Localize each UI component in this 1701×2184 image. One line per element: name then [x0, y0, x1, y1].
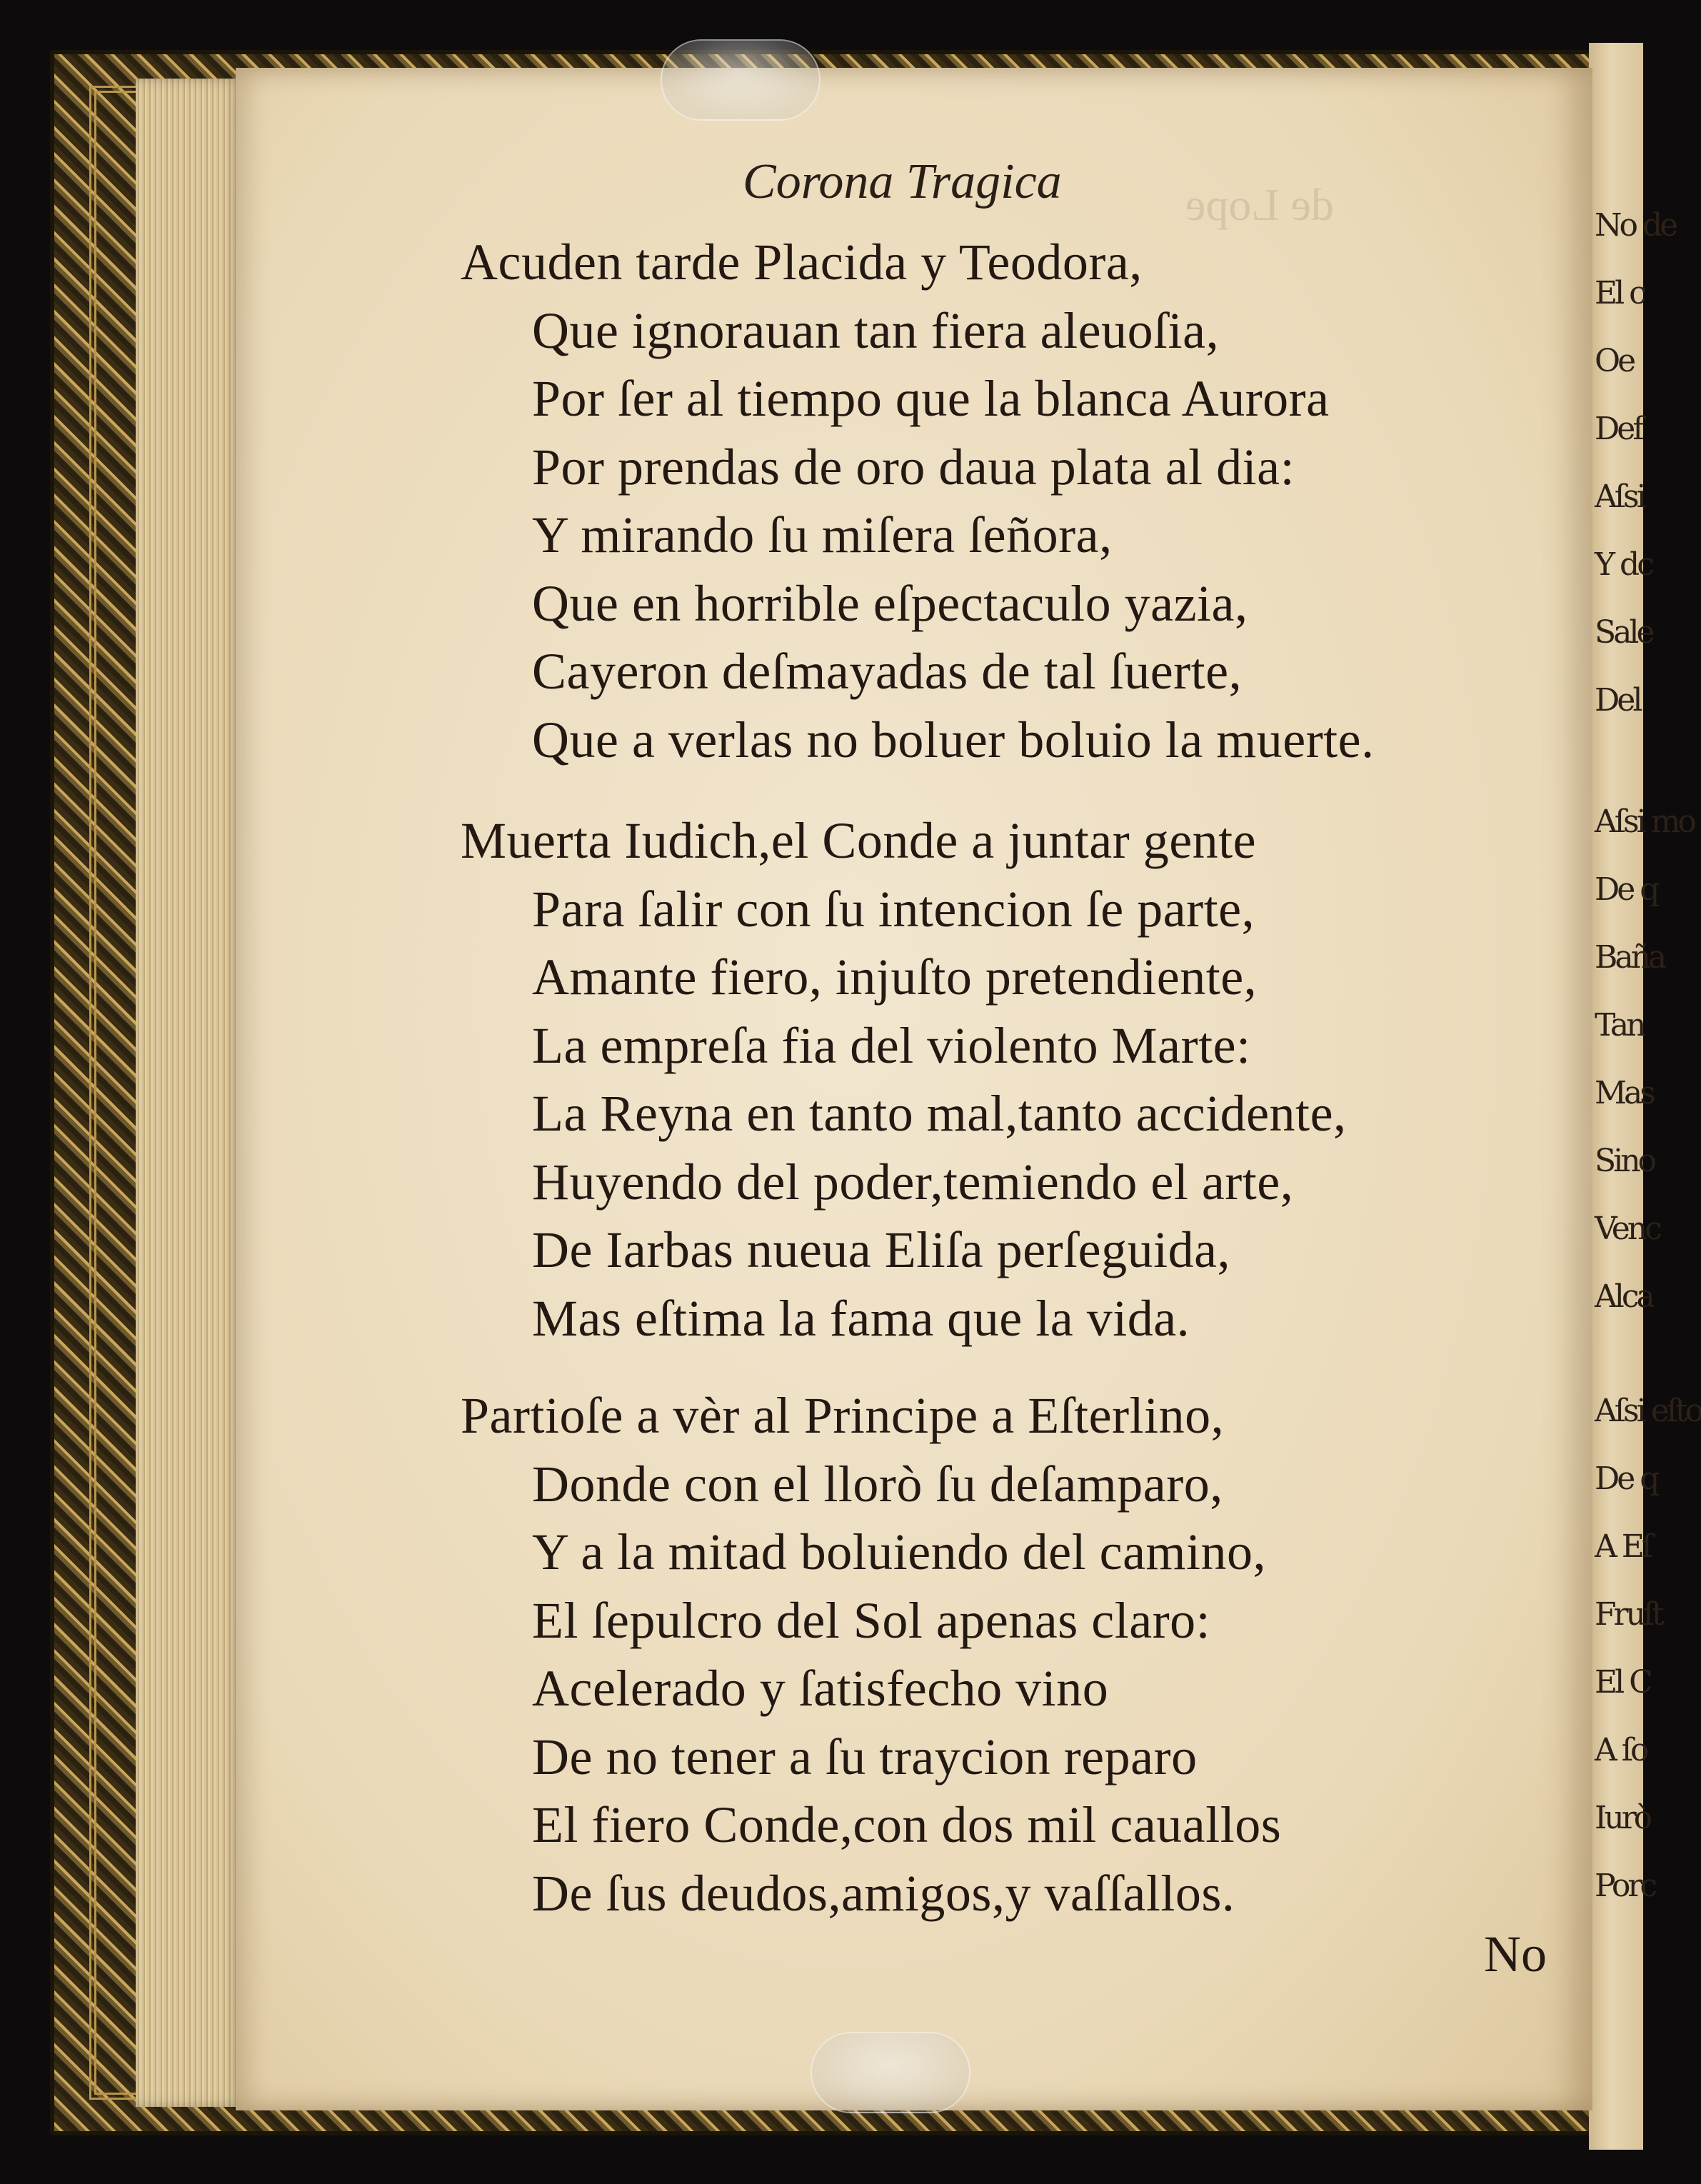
- facing-page-fragment: A Eſ: [1595, 1528, 1651, 1565]
- facing-page-fragment: De q: [1595, 871, 1657, 908]
- verse-line: El ſepulcro del Sol apenas claro:: [532, 1591, 1211, 1649]
- facing-page-fragment: Mas: [1595, 1075, 1653, 1111]
- facing-page-fragment: El c: [1595, 275, 1644, 311]
- facing-page-fragment: Iurò: [1595, 1800, 1650, 1836]
- verse-line: De Iarbas nueua Eliſa perſeguida,: [532, 1221, 1231, 1278]
- page-clip-bottom: [811, 2032, 970, 2113]
- facing-page-fragment: Sale: [1595, 614, 1652, 651]
- facing-page-fragment: Tan: [1595, 1007, 1644, 1043]
- stanza-1: [461, 229, 1532, 774]
- verse-line: De no tener a ſu traycion reparo: [532, 1728, 1198, 1785]
- page-clip-top: [661, 39, 821, 121]
- verse-line: La Reyna en tanto mal,tanto accidente,: [532, 1085, 1347, 1142]
- verse-line: Muerta Iudich,el Conde a juntar gente: [461, 812, 1257, 869]
- verse-line: Donde con el llorò ſu deſamparo,: [532, 1455, 1223, 1513]
- verse-line: Que en horrible eſpectaculo yazia,: [532, 574, 1248, 632]
- verse-line: Huyendo del poder,temiendo el arte,: [532, 1153, 1294, 1211]
- verse-line: Por prendas de oro daua plata al dia:: [532, 438, 1295, 496]
- facing-page-fragment: Aſsi eſto: [1595, 1393, 1701, 1429]
- facing-page-fragment: No de: [1595, 207, 1676, 244]
- verse-line: Para ſalir con ſu intencion ſe parte,: [532, 880, 1255, 938]
- facing-page-fragment: Def: [1595, 411, 1642, 447]
- stanza-3: [461, 1382, 1532, 1928]
- facing-page-fragment: De q: [1595, 1461, 1657, 1497]
- verse-line: Cayeron deſmayadas de tal ſuerte,: [532, 643, 1243, 700]
- bleed-through: de Lope: [1185, 179, 1334, 230]
- facing-page-fragment: Baña: [1595, 939, 1665, 976]
- verse-line: Por ſer al tiempo que la blanca Aurora: [532, 370, 1330, 427]
- facing-page-fragment: Aſsi: [1595, 479, 1644, 515]
- facing-page-fragment: El C: [1595, 1664, 1650, 1700]
- stanza-2: [461, 807, 1532, 1353]
- running-head: Corona Tragica: [743, 154, 1062, 209]
- facing-page-fragment: Venc: [1595, 1211, 1660, 1247]
- verse-line: Amante fiero, injuſto pretendiente,: [532, 948, 1258, 1006]
- facing-page-fragment: Del: [1595, 682, 1640, 718]
- facing-page-fragment: Alca: [1595, 1278, 1652, 1315]
- verse-line: Mas eſtima la fama que la vida.: [532, 1289, 1190, 1347]
- facing-page-fragment: Fruſt: [1595, 1596, 1662, 1633]
- verse-line: Que ignorauan tan fiera aleuoſia,: [532, 301, 1220, 359]
- facing-page-edge: [1589, 43, 1701, 2150]
- verse-line: Acelerado y ſatisfecho vino: [532, 1660, 1109, 1717]
- verse-line: La empreſa fia del violento Marte:: [532, 1016, 1251, 1074]
- facing-page-fragment: A ſo: [1595, 1732, 1647, 1768]
- page-edges: [136, 79, 243, 2107]
- verse-line: Que a verlas no boluer boluio la muerte.: [532, 711, 1375, 768]
- verse-line: Y a la mitad boluiendo del camino,: [532, 1523, 1267, 1581]
- facing-page-fragment: Sino: [1595, 1143, 1655, 1179]
- verse-line: Partioſe a vèr al Principe a Eſterlino,: [461, 1387, 1225, 1444]
- facing-page-fragment: Y dc: [1595, 546, 1652, 583]
- facing-page-fragment: Porc: [1595, 1868, 1655, 1904]
- verse-line: Acuden tarde Placida y Teodora,: [461, 234, 1143, 291]
- verse-line: El fiero Conde,con dos mil cauallos: [532, 1796, 1282, 1853]
- verse-line: De ſus deudos,amigos,y vaſſallos.: [532, 1864, 1235, 1922]
- verse-line: Y mirando ſu miſera ſeñora,: [532, 506, 1113, 563]
- facing-page-fragment: Oe: [1595, 343, 1634, 379]
- catchword: No: [1484, 1925, 1547, 1983]
- facing-page-fragment: Aſsi mo: [1595, 803, 1694, 840]
